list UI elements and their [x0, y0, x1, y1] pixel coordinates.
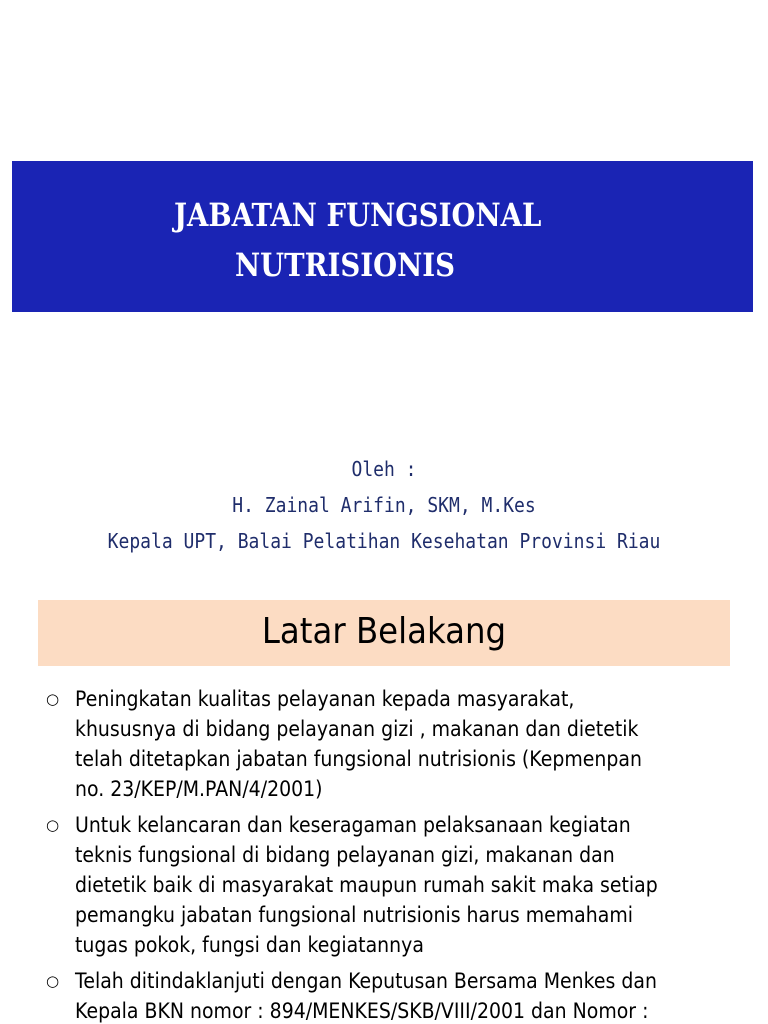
title-line-1: JABATAN FUNGSIONAL	[174, 196, 542, 234]
bullet-item	[0, 684, 768, 804]
author-position: Kepala UPT, Balai Pelatihan Kesehatan Provinsi Riau	[107, 529, 661, 553]
bullet-text: Peningkatan kualitas pelayanan kepada masyarakat, khususnya di bidang pelayanan gizi , makanan dan dietetik telah ditetapkan jabatan fungsional nutrisionis (Kepmenpan no. 23/KEP/M.PAN/4/2001)	[75, 687, 642, 801]
author-block	[0, 451, 768, 559]
title-line-2: NUTRISIONIS	[235, 246, 455, 284]
section-title: Latar Belakang	[261, 611, 507, 652]
author-prefix: Oleh :	[351, 457, 417, 481]
author-name: H. Zainal Arifin, SKM, M.Kes	[232, 493, 536, 517]
bullet-circle-icon: ○	[46, 972, 60, 990]
title-banner	[12, 161, 753, 312]
bullet-item	[0, 966, 768, 1024]
section-header-bar	[38, 600, 730, 666]
bullet-text: Untuk kelancaran dan keseragaman pelaksanaan kegiatan teknis fungsional di bidang pelayanan gizi, makanan dan dietetik baik di masyarakat maupun rumah sakit maka setiap pemangku jabatan fungsional nutrisionis harus memahami tugas pokok, fungsi dan kegiatannya	[75, 813, 658, 957]
bullet-list	[0, 684, 768, 1024]
bullet-circle-icon: ○	[46, 816, 60, 834]
bullet-circle-icon: ○	[46, 690, 60, 708]
bullet-text: Telah ditindaklanjuti dengan Keputusan Bersama Menkes dan Kepala BKN nomor : 894/MENKES/SKB/VIII/2001 dan Nomor :	[75, 969, 657, 1023]
bullet-item	[0, 810, 768, 960]
